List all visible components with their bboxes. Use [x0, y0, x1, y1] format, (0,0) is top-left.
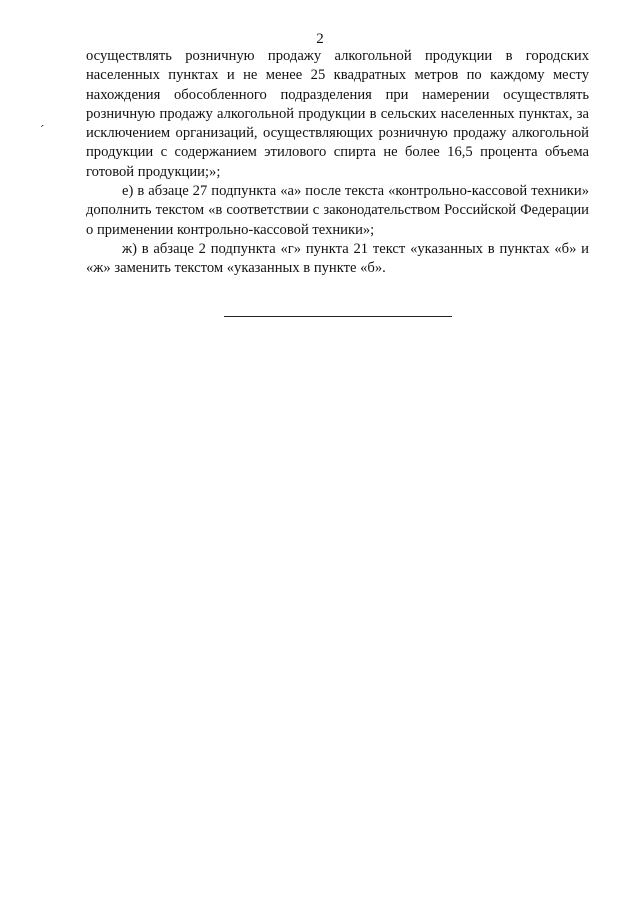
paragraph-continuation: осуществлять розничную продажу алкогольной продукции в городских населенных пунктах и не менее 25 квадратных метров по каждому месту нахождения обособленного подразделения при намерении осуществлять розничную продажу алкогольной продукции в сельских населенных пунктах, за исключением организаций, осуществляющих розничную продажу алкогольной продукции с содержанием этилового спирта не более 16,5 процента объема готовой продукции;»;	[86, 48, 589, 180]
page-number: 2	[316, 31, 324, 47]
document-body	[86, 47, 589, 279]
margin-mark: ˊ	[40, 122, 45, 137]
paragraph-item-e: е) в абзаце 27 подпункта «а» после текста «контрольно-кассовой техники» дополнить текстом «в соответствии с законодательством Российской Федерации о применении контрольно-кассовой техники»;	[86, 183, 589, 238]
closing-rule	[224, 316, 452, 317]
paragraph-item-zh: ж) в абзаце 2 подпункта «г» пункта 21 текст «указанных в пунктах «б» и «ж» заменить текстом «указанных в пункте «б».	[86, 240, 589, 277]
